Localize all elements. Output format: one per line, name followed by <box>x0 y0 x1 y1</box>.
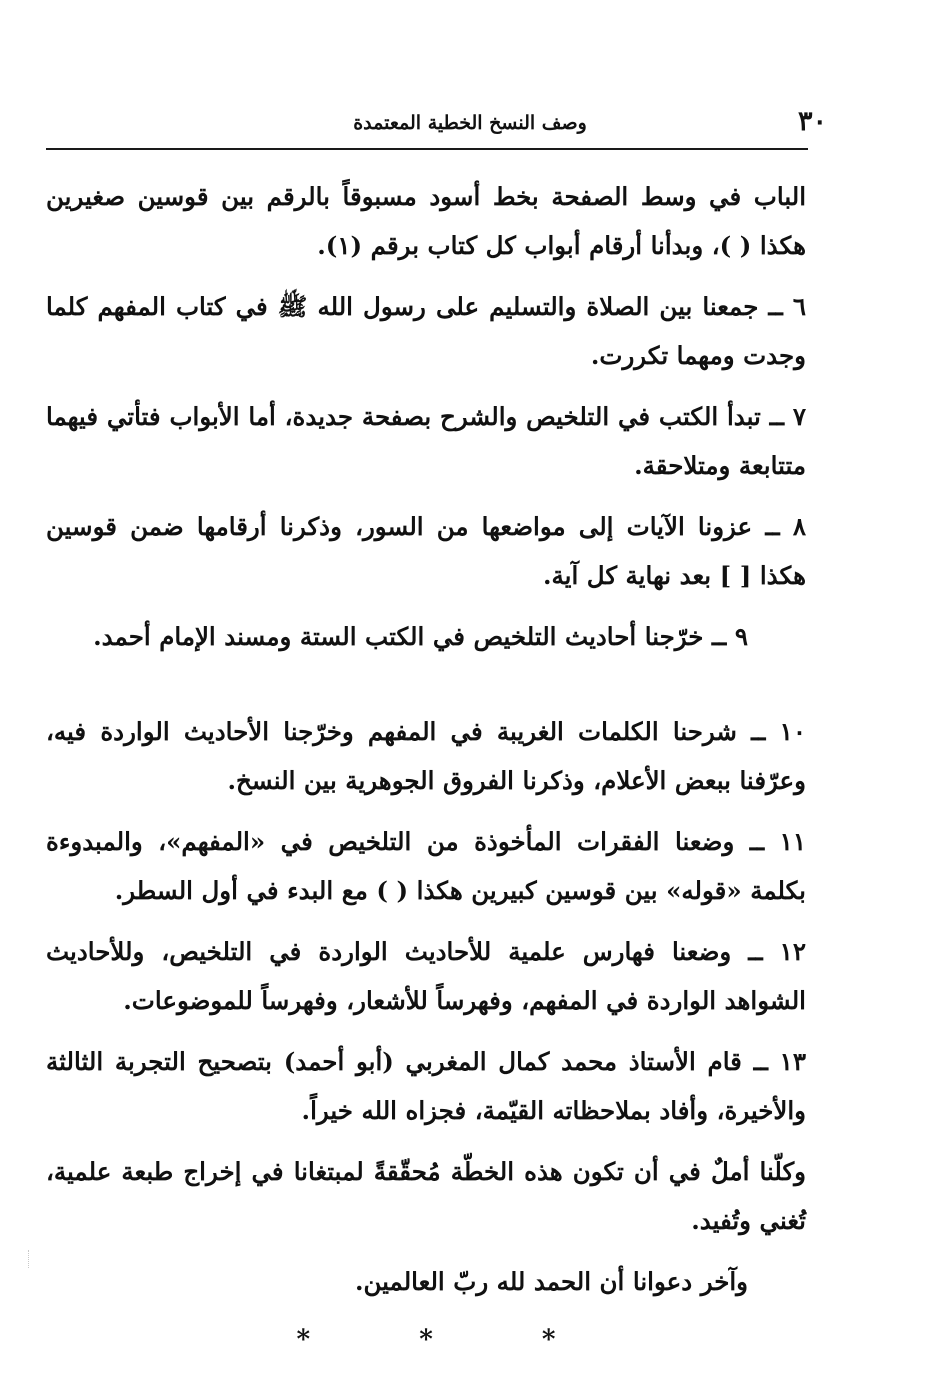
header-rule <box>46 148 808 150</box>
paragraph-item-9: ٩ ــ خرّجنا أحاديث التلخيص في الكتب الستة ومسند الإمام أحمد. <box>93 622 748 651</box>
paragraph-closing-prayer: وآخر دعوانا أن الحمد لله ربّ العالمين. <box>354 1267 748 1296</box>
paragraph-item-11: ١١ ــ وضعنا الفقرات المأخوذة من التلخيص في «المفهم»، والمبدوءة بكلمة «قوله» بين قوسين كبيرين هكذا ( ) مع البدء في أول السطر. <box>46 827 806 905</box>
page-number: ٣٠ <box>797 106 827 137</box>
paragraph-item-13: ١٣ ــ قام الأستاذ محمد كمال المغربي (أبو أحمد) بتصحيح التجربة الثالثة والأخيرة، وأفاد بملاحظاته القيّمة، فجزاه الله خيراً. <box>46 1047 806 1125</box>
paragraph-item-6: ٦ ــ جمعنا بين الصلاة والتسليم على رسول الله ﷺ في كتاب المفهم كلما وجدت ومهما تكررت. <box>46 292 806 370</box>
paragraph-closing-hope: وكلّنا أملٌ في أن تكون هذه الخطّة مُحقّقةً لمبتغانا في إخراج طبعة علمية، تُغني وتُفيد. <box>46 1157 806 1235</box>
paragraph-item-10: ١٠ ــ شرحنا الكلمات الغريبة في المفهم وخرّجنا الأحاديث الواردة فيه، وعرّفنا ببعض الأعلام، وذكرنا الفروق الجوهرية بين النسخ. <box>46 717 806 795</box>
paragraph-chapter-numbering: الباب في وسط الصفحة بخط أسود مسبوقاً بالرقم بين قوسين صغيرين هكذا ( )، وبدأنا أرقام أبواب كل كتاب برقم (١). <box>46 182 806 260</box>
scan-speck <box>28 1250 35 1268</box>
paragraph-item-7: ٧ ــ تبدأ الكتب في التلخيص والشرح بصفحة جديدة، أما الأبواب فتأتي فيهما متتابعة ومتلاحقة. <box>46 402 806 480</box>
paragraph-item-8: ٨ ــ عزونا الآيات إلى مواضعها من السور، وذكرنا أرقامها ضمن قوسين هكذا [ ] بعد نهاية كل آية. <box>46 512 806 590</box>
body-text <box>46 172 806 1365</box>
section-separator-stars: * * * <box>296 1325 606 1355</box>
paragraph-item-12: ١٢ ــ وضعنا فهارس علمية للأحاديث الواردة في التلخيص، وللأحاديث الشواهد الواردة في المفهم، وفهرساً للأشعار، وفهرساً للموضوعات. <box>46 937 806 1015</box>
running-title: وصف النسخ الخطية المعتمدة <box>353 112 587 134</box>
